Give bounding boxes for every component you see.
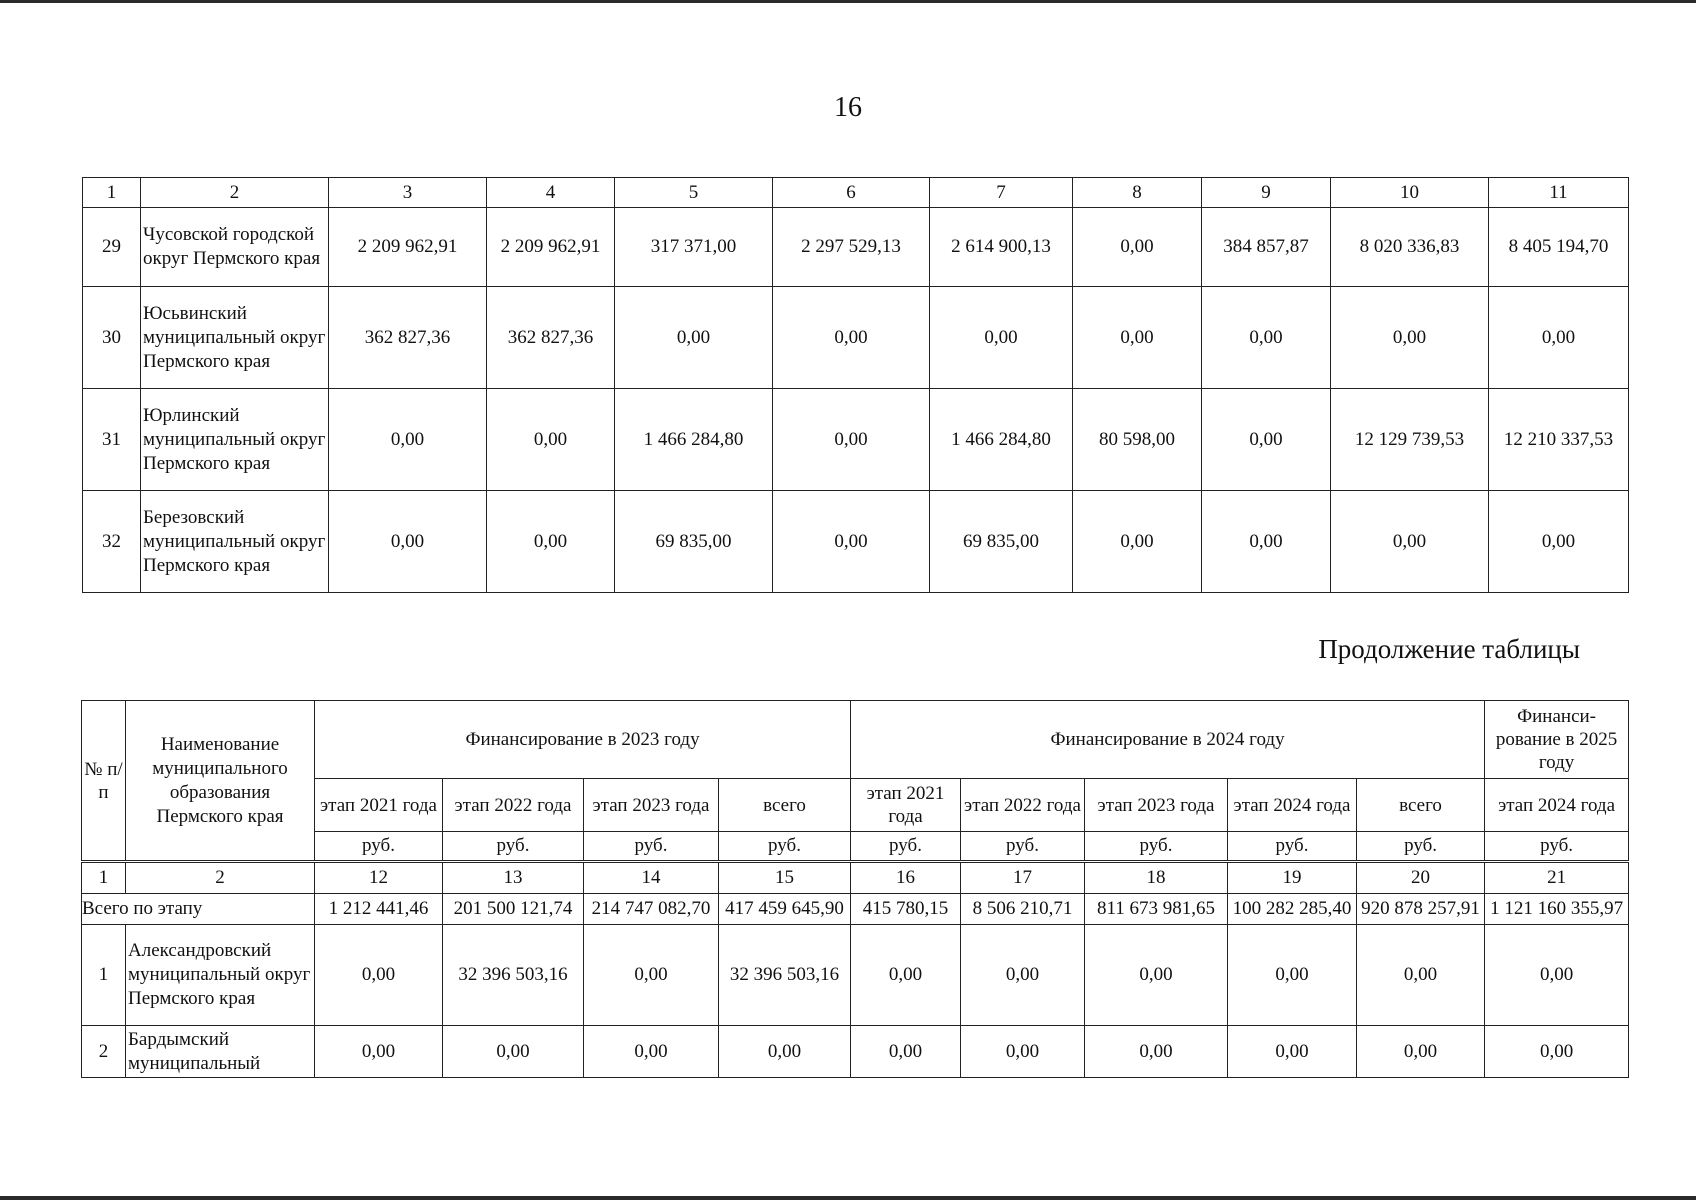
cell-value: 0,00 (1357, 1026, 1485, 1078)
unit-label: руб. (1357, 832, 1485, 862)
col-num: 9 (1202, 178, 1331, 208)
cell-value: 0,00 (1073, 287, 1202, 389)
stage-header: этап 2021 года (851, 779, 961, 832)
municipality-name: Чусовской городской округ Пермского края (141, 208, 329, 287)
stage-header: этап 2022 года (961, 779, 1085, 832)
cell-value: 1 466 284,80 (615, 389, 773, 491)
stage-header: этап 2023 года (1085, 779, 1228, 832)
total-value: 920 878 257,91 (1357, 894, 1485, 925)
unit-label: руб. (1085, 832, 1228, 862)
column-number-row (82, 862, 1629, 894)
cell-value: 0,00 (1228, 1026, 1357, 1078)
cell-value: 0,00 (1202, 491, 1331, 593)
col-num: 2 (126, 862, 315, 894)
total-value: 415 780,15 (851, 894, 961, 925)
municipality-name: Юрлинский муниципальный округ Пермского края (141, 389, 329, 491)
cell-value: 2 297 529,13 (773, 208, 930, 287)
row-number: 2 (82, 1026, 126, 1078)
col-num: 12 (315, 862, 443, 894)
unit-row (82, 832, 1629, 862)
scan-edge-bottom (0, 1196, 1696, 1200)
cell-value: 0,00 (1073, 208, 1202, 287)
total-value: 201 500 121,74 (443, 894, 584, 925)
stage-header: этап 2023 года (584, 779, 719, 832)
row-number: 1 (82, 925, 126, 1026)
row-number: 31 (83, 389, 141, 491)
cell-value: 2 209 962,91 (329, 208, 487, 287)
total-label: Всего по этапу (82, 894, 315, 925)
table-row (83, 491, 1629, 593)
cell-value: 0,00 (1489, 287, 1629, 389)
table-continued-top (82, 177, 1629, 593)
col-num: 21 (1485, 862, 1629, 894)
col-num: 6 (773, 178, 930, 208)
unit-label: руб. (719, 832, 851, 862)
unit-label: руб. (315, 832, 443, 862)
cell-value: 2 209 962,91 (487, 208, 615, 287)
cell-value: 0,00 (1331, 287, 1489, 389)
continuation-title: Продолжение таблицы (1318, 634, 1580, 664)
cell-value: 0,00 (961, 1026, 1085, 1078)
column-number-row (83, 178, 1629, 208)
col-num: 7 (930, 178, 1073, 208)
col-num: 4 (487, 178, 615, 208)
unit-label: руб. (584, 832, 719, 862)
table-row (83, 389, 1629, 491)
cell-value: 12 210 337,53 (1489, 389, 1629, 491)
total-value: 214 747 082,70 (584, 894, 719, 925)
total-value: 100 282 285,40 (1228, 894, 1357, 925)
cell-value: 0,00 (329, 491, 487, 593)
cell-value: 0,00 (1357, 925, 1485, 1026)
col-num: 11 (1489, 178, 1629, 208)
col-num: 8 (1073, 178, 1202, 208)
col-num: 19 (1228, 862, 1357, 894)
cell-value: 0,00 (315, 925, 443, 1026)
cell-value: 0,00 (851, 925, 961, 1026)
cell-value: 69 835,00 (930, 491, 1073, 593)
cell-value: 0,00 (1485, 925, 1629, 1026)
cell-value: 362 827,36 (329, 287, 487, 389)
financing-2025-header: Финанси-рование в 2025 году (1485, 701, 1629, 779)
cell-value: 0,00 (584, 925, 719, 1026)
col-num: 15 (719, 862, 851, 894)
col-num: 1 (83, 178, 141, 208)
cell-value: 0,00 (1202, 287, 1331, 389)
header-row-1 (82, 701, 1629, 779)
row-number: 30 (83, 287, 141, 389)
unit-label: руб. (961, 832, 1085, 862)
cell-value: 0,00 (1228, 925, 1357, 1026)
municipality-name: Юсьвинский муниципальный округ Пермского края (141, 287, 329, 389)
unit-label: руб. (1485, 832, 1629, 862)
stage-header: этап 2022 года (443, 779, 584, 832)
cell-value: 0,00 (773, 389, 930, 491)
cell-value: 0,00 (329, 389, 487, 491)
col-num: 13 (443, 862, 584, 894)
name-header: Наименование муниципального образования Пермского края (126, 701, 315, 862)
cell-value: 8 405 194,70 (1489, 208, 1629, 287)
cell-value: 0,00 (773, 491, 930, 593)
cell-value: 32 396 503,16 (719, 925, 851, 1026)
financing-table (81, 700, 1629, 1078)
cell-value: 0,00 (315, 1026, 443, 1078)
col-num: 17 (961, 862, 1085, 894)
unit-label: руб. (443, 832, 584, 862)
stage-header: этап 2021 года (315, 779, 443, 832)
col-num: 5 (615, 178, 773, 208)
scan-edge-top (0, 0, 1696, 3)
cell-value: 0,00 (930, 287, 1073, 389)
total-header: всего (1357, 779, 1485, 832)
header-row-2 (82, 779, 1629, 832)
financing-2023-header: Финансирование в 2023 году (315, 701, 851, 779)
col-num: 16 (851, 862, 961, 894)
cell-value: 384 857,87 (1202, 208, 1331, 287)
cell-value: 2 614 900,13 (930, 208, 1073, 287)
cell-value: 0,00 (1331, 491, 1489, 593)
cell-value: 317 371,00 (615, 208, 773, 287)
row-number: 32 (83, 491, 141, 593)
cell-value: 0,00 (1085, 1026, 1228, 1078)
cell-value: 0,00 (1073, 491, 1202, 593)
cell-value: 32 396 503,16 (443, 925, 584, 1026)
cell-value: 0,00 (1489, 491, 1629, 593)
col-num: 1 (82, 862, 126, 894)
cell-value: 80 598,00 (1073, 389, 1202, 491)
cell-value: 0,00 (1202, 389, 1331, 491)
total-value: 8 506 210,71 (961, 894, 1085, 925)
col-num: 14 (584, 862, 719, 894)
page-number: 16 (834, 92, 862, 123)
cell-value: 12 129 739,53 (1331, 389, 1489, 491)
cell-value: 0,00 (851, 1026, 961, 1078)
cell-value: 0,00 (487, 389, 615, 491)
unit-label: руб. (851, 832, 961, 862)
financing-2024-header: Финансирование в 2024 году (851, 701, 1485, 779)
stage-header: этап 2024 года (1228, 779, 1357, 832)
col-num: 18 (1085, 862, 1228, 894)
table-row (82, 925, 1629, 1026)
cell-value: 362 827,36 (487, 287, 615, 389)
col-num: 3 (329, 178, 487, 208)
total-value: 1 121 160 355,97 (1485, 894, 1629, 925)
cell-value: 0,00 (719, 1026, 851, 1078)
row-number: 29 (83, 208, 141, 287)
table-row (83, 208, 1629, 287)
total-value: 811 673 981,65 (1085, 894, 1228, 925)
cell-value: 0,00 (584, 1026, 719, 1078)
cell-value: 0,00 (961, 925, 1085, 1026)
col-num: 20 (1357, 862, 1485, 894)
total-value: 417 459 645,90 (719, 894, 851, 925)
cell-value: 8 020 336,83 (1331, 208, 1489, 287)
cell-value: 0,00 (487, 491, 615, 593)
unit-label: руб. (1228, 832, 1357, 862)
cell-value: 0,00 (1085, 925, 1228, 1026)
col-num: 10 (1331, 178, 1489, 208)
cell-value: 0,00 (615, 287, 773, 389)
total-value: 1 212 441,46 (315, 894, 443, 925)
total-row (82, 894, 1629, 925)
municipality-name: Александровский муниципальный округ Пермского края (126, 925, 315, 1026)
stage-header: этап 2024 года (1485, 779, 1629, 832)
col-num: 2 (141, 178, 329, 208)
cell-value: 0,00 (1485, 1026, 1629, 1078)
municipality-name: Березовский муниципальный округ Пермского края (141, 491, 329, 593)
cell-value: 1 466 284,80 (930, 389, 1073, 491)
table-row (83, 287, 1629, 389)
cell-value: 0,00 (773, 287, 930, 389)
table-row (82, 1026, 1629, 1078)
municipality-name: Бардымский муниципальный (126, 1026, 315, 1078)
cell-value: 69 835,00 (615, 491, 773, 593)
total-header: всего (719, 779, 851, 832)
num-header: № п/п (82, 701, 126, 862)
cell-value: 0,00 (443, 1026, 584, 1078)
